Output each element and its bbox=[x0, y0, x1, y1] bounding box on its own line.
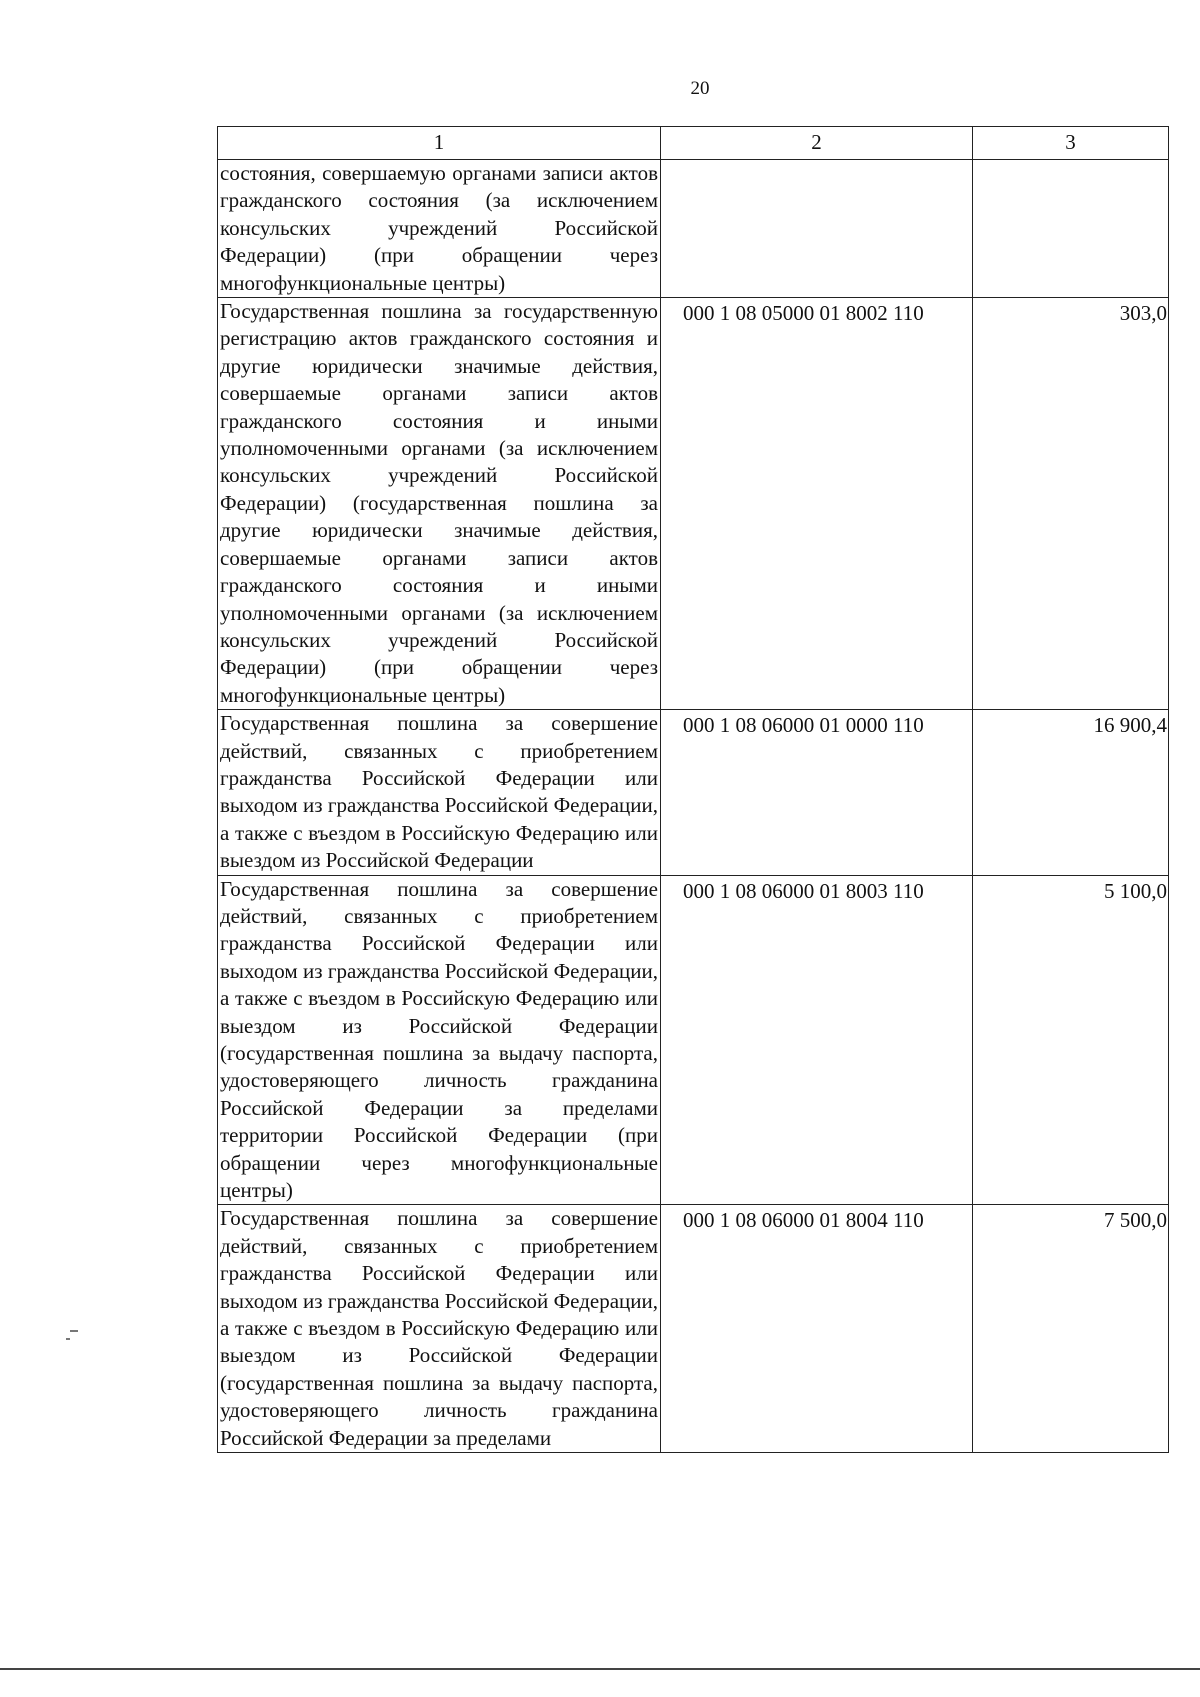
revenue-table bbox=[217, 126, 1169, 1453]
column-header-3: 3 bbox=[973, 127, 1169, 160]
row-amount bbox=[973, 160, 1169, 298]
column-header-1: 1 bbox=[218, 127, 661, 160]
row-description: Государственная пошлина за совершение действий, связанных с приобретением гражданства Российской Федерации или выходом из гражданства Российской Федерации, а также с въездом в Российскую Федерацию или выездом из Российской Федерации (государственная пошлина за выдачу паспорта, удостоверяющего личность гражданина Российской Федерации за пределами территории Российской Федерации (при обращении через многофункциональные центры) bbox=[218, 875, 661, 1205]
table-row bbox=[218, 710, 1169, 875]
row-code: 000 1 08 06000 01 8004 110 bbox=[661, 1205, 973, 1453]
row-amount: 7 500,0 bbox=[973, 1205, 1169, 1453]
table-row bbox=[218, 298, 1169, 710]
row-amount: 5 100,0 bbox=[973, 875, 1169, 1205]
row-amount: 303,0 bbox=[973, 298, 1169, 710]
column-header-2: 2 bbox=[661, 127, 973, 160]
scan-speck bbox=[70, 1330, 78, 1332]
table-row bbox=[218, 1205, 1169, 1453]
page-bottom-rule bbox=[0, 1668, 1200, 1670]
row-description: состояния, совершаемую органами записи актов гражданского состояния (за исключением консульских учреждений Российской Федерации) (при обращении через многофункциональные центры) bbox=[218, 160, 661, 298]
row-description: Государственная пошлина за государственную регистрацию актов гражданского состояния и другие юридически значимые действия, совершаемые органами записи актов гражданского состояния и иными уполномоченными органами (за исключением консульских учреждений Российской Федерации) (государственная пошлина за другие юридически значимые действия, совершаемые органами записи актов гражданского состояния и иными уполномоченными органами (за исключением консульских учреждений Российской Федерации) (при обращении через многофункциональные центры) bbox=[218, 298, 661, 710]
row-code: 000 1 08 06000 01 0000 110 bbox=[661, 710, 973, 875]
row-code: 000 1 08 05000 01 8002 110 bbox=[661, 298, 973, 710]
page-number: 20 bbox=[690, 78, 710, 99]
table-row bbox=[218, 875, 1169, 1205]
table-header-row bbox=[218, 127, 1169, 160]
row-description: Государственная пошлина за совершение действий, связанных с приобретением гражданства Российской Федерации или выходом из гражданства Российской Федерации, а также с въездом в Российскую Федерацию или выездом из Российской Федерации bbox=[218, 710, 661, 875]
table-row bbox=[218, 160, 1169, 298]
row-amount: 16 900,4 bbox=[973, 710, 1169, 875]
row-description: Государственная пошлина за совершение действий, связанных с приобретением гражданства Российской Федерации или выходом из гражданства Российской Федерации, а также с въездом в Российскую Федерацию или выездом из Российской Федерации (государственная пошлина за выдачу паспорта, удостоверяющего личность гражданина Российской Федерации за пределами bbox=[218, 1205, 661, 1453]
scan-speck bbox=[66, 1338, 70, 1340]
row-code bbox=[661, 160, 973, 298]
row-code: 000 1 08 06000 01 8003 110 bbox=[661, 875, 973, 1205]
